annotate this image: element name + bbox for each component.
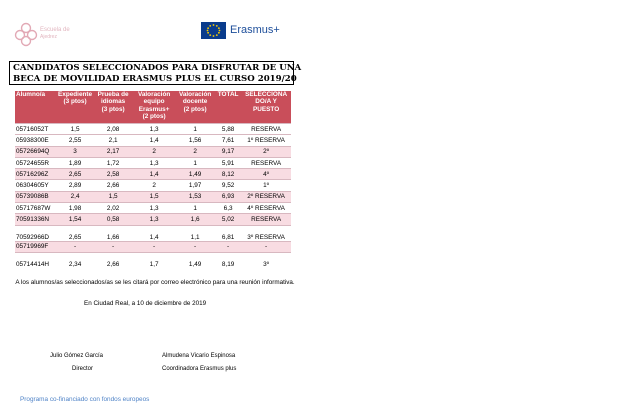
table-cell: 1,5 — [133, 191, 175, 202]
table-cell: 5,88 — [215, 124, 241, 135]
table-row — [15, 214, 291, 225]
table-cell: 1 — [175, 157, 215, 168]
table-cell: 5,02 — [215, 214, 241, 225]
table-cell: - — [175, 241, 215, 252]
table-cell: - — [241, 241, 291, 252]
school-logo — [14, 22, 74, 48]
table-row — [15, 157, 291, 168]
table-cell: 1,53 — [175, 191, 215, 202]
footer-cofinanced: Programa co-financiado con fondos europeos — [20, 396, 150, 403]
signature-role-coordinator: Coordinadora Erasmus plus — [162, 366, 237, 372]
table-row — [15, 135, 291, 146]
candidates-table — [15, 91, 291, 268]
column-header: Expediente (3 ptos) — [57, 91, 93, 124]
table-cell: 1,89 — [57, 157, 93, 168]
table-cell: 1º — [241, 180, 291, 191]
erasmus-logo — [201, 22, 301, 40]
table-cell: 1,54 — [57, 214, 93, 225]
table-cell: 3º — [241, 252, 291, 268]
table-cell: 2 — [175, 146, 215, 157]
table-cell: 1,4 — [133, 225, 175, 241]
table-cell: 2,65 — [57, 225, 93, 241]
table-cell: 1,5 — [93, 191, 133, 202]
title-line-2: BECA DE MOVILIDAD ERASMUS PLUS EL CURSO 2019/20 — [13, 74, 297, 84]
flower-logo-icon — [14, 22, 38, 48]
table-cell: 1,72 — [93, 157, 133, 168]
table-cell: 5,91 — [215, 157, 241, 168]
table-cell: 1º RESERVA — [241, 135, 291, 146]
column-header: Valoración docente (2 ptos) — [175, 91, 215, 124]
table-cell: 8,19 — [215, 252, 241, 268]
table-cell: 6,3 — [215, 203, 241, 214]
table-cell: 2,17 — [93, 146, 133, 157]
table-cell: 1,4 — [133, 169, 175, 180]
table-row — [15, 252, 291, 268]
table-cell: 4º — [241, 169, 291, 180]
table-cell: 1,56 — [175, 135, 215, 146]
table-cell: 1,3 — [133, 157, 175, 168]
signature-name-coordinator: Almudena Vicario Espinosa — [162, 353, 236, 359]
table-cell: 1,5 — [57, 124, 93, 135]
student-id-cell: 05739086B — [15, 191, 57, 202]
table-cell: 9,52 — [215, 180, 241, 191]
table-cell: 2º — [241, 146, 291, 157]
table-row — [15, 146, 291, 157]
meeting-note: A los alumnos/as seleccionados/as se les citará por correo electrónico para una reunión informativa. — [15, 279, 295, 286]
student-id-cell: 05938300E — [15, 135, 57, 146]
student-id-cell: 70591336N — [15, 214, 57, 225]
table-cell: 2,08 — [93, 124, 133, 135]
table-cell: 3º RESERVA — [241, 225, 291, 241]
table-cell: RESERVA — [241, 157, 291, 168]
signature-role-director: Director — [72, 366, 94, 372]
table-cell: 2 — [133, 180, 175, 191]
table-cell: 2,66 — [93, 252, 133, 268]
table-cell: 2,02 — [93, 203, 133, 214]
student-id-cell: 05716296Z — [15, 169, 57, 180]
table-cell: 9,17 — [215, 146, 241, 157]
table-cell: 1,97 — [175, 180, 215, 191]
table-cell: 0,58 — [93, 214, 133, 225]
table-cell: 1 — [175, 124, 215, 135]
table-cell: 2,65 — [57, 169, 93, 180]
column-header: TOTAL — [215, 91, 241, 124]
table-cell: 1,49 — [175, 252, 215, 268]
table-cell: 1,98 — [57, 203, 93, 214]
table-cell: 2,89 — [57, 180, 93, 191]
student-id-cell: 70592966D — [15, 225, 57, 241]
title-line-1: CANDIDATOS SELECCIONADOS PARA DISFRUTAR DE UNA — [13, 63, 302, 73]
table-cell: - — [215, 241, 241, 252]
table-cell: - — [57, 241, 93, 252]
table-cell: 6,93 — [215, 191, 241, 202]
table-cell: 2,4 — [57, 191, 93, 202]
table-cell: 1,6 — [175, 214, 215, 225]
student-id-cell: 05726694Q — [15, 146, 57, 157]
table-cell: 2,55 — [57, 135, 93, 146]
table-cell: 2 — [133, 146, 175, 157]
table-cell: 1 — [175, 203, 215, 214]
table-row — [15, 169, 291, 180]
table-cell: 1,66 — [93, 225, 133, 241]
table-row — [15, 225, 291, 241]
table-cell: 2,1 — [93, 135, 133, 146]
table-cell: 7,61 — [215, 135, 241, 146]
table-cell: 2º RESERVA — [241, 191, 291, 202]
column-header: SELECCIONA DO/A Y PUESTO — [241, 91, 291, 124]
student-id-cell: 05719969F — [15, 241, 57, 252]
table-cell: 1,1 — [175, 225, 215, 241]
table-cell: RESERVA — [241, 124, 291, 135]
erasmus-logo-text: Erasmus+ — [230, 24, 280, 36]
table-cell: - — [133, 241, 175, 252]
table-cell: 6,81 — [215, 225, 241, 241]
school-logo-text-1: Escuela de — [40, 27, 70, 33]
table-row — [15, 180, 291, 191]
column-header: Prueba de idiomas (3 ptos) — [93, 91, 133, 124]
table-cell: 2,66 — [93, 180, 133, 191]
student-id-cell: 05724655R — [15, 157, 57, 168]
signing-date: En Ciudad Real, a 10 de diciembre de 2019 — [84, 300, 207, 307]
eu-flag-icon — [201, 22, 226, 39]
table-cell: 1,3 — [133, 214, 175, 225]
student-id-cell: 05717687W — [15, 203, 57, 214]
student-id-cell: 05714414H — [15, 252, 57, 268]
table-header-row — [15, 91, 291, 124]
table-cell: 1,4 — [133, 135, 175, 146]
table-row — [15, 203, 291, 214]
table-cell: 2,58 — [93, 169, 133, 180]
table-cell: 4º RESERVA — [241, 203, 291, 214]
student-id-cell: 06304605Y — [15, 180, 57, 191]
table-cell: 1,3 — [133, 124, 175, 135]
table-cell: 1,49 — [175, 169, 215, 180]
column-header: Valoración equipo Erasmus+ (2 ptos) — [133, 91, 175, 124]
student-id-cell: 05716052T — [15, 124, 57, 135]
table-cell: 8,12 — [215, 169, 241, 180]
table-cell: RESERVA — [241, 214, 291, 225]
table-row — [15, 124, 291, 135]
table-cell: - — [93, 241, 133, 252]
signature-name-director: Julio Gómez García — [50, 353, 104, 359]
document-title — [9, 61, 302, 85]
school-logo-text-2: Ajedrez — [40, 34, 57, 40]
table-cell: 3 — [57, 146, 93, 157]
table-cell: 1,3 — [133, 203, 175, 214]
table-row — [15, 191, 291, 202]
column-header: Alumno/a — [15, 91, 57, 124]
table-row — [15, 241, 291, 252]
table-cell: 1,7 — [133, 252, 175, 268]
table-cell: 2,34 — [57, 252, 93, 268]
